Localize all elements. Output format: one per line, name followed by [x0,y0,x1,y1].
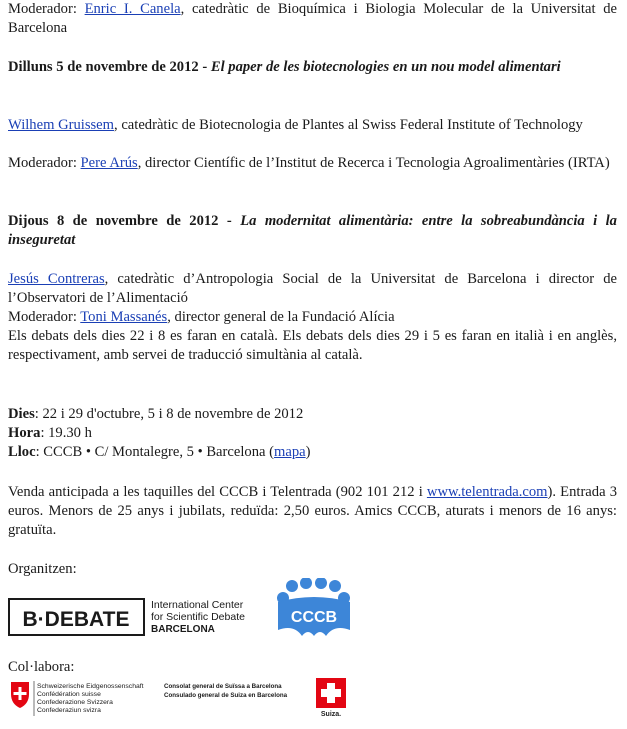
suiza-logo [314,678,348,724]
bdebate-line2: for Scientific Debate [151,611,245,623]
speaker-gruissem: Wilhem Gruissem, catedràtic de Biotecnologia de Plantes al Swiss Federal Institute of Technology [8,117,583,133]
map-link[interactable]: mapa [274,444,306,460]
moderator-canela: Moderador: Enric I. Canela, catedràtic de Bioquímica i Biologia Molecular de la Universitat de Barcelona [8,1,617,36]
cccb-logo [274,578,354,644]
bdebate-line1: International Center [151,599,244,611]
moderator-arus: Moderador: Pere Arús, director Científic de l’Institut de Recerca i Tecnologia Agroalimentàries (IRTA) [8,155,610,171]
ticket-info: Venda anticipada a les taquilles del CCCB i Telentrada (902 101 212 i www.telentrada.com). Entrada 3 euros. Menors de 25 anys i jubilats, reduïda: 2,50 euros. Amics CCCB, aturats i menors de 16 anys: gratuïta. [8,484,617,538]
bdebate-line3: BARCELONA [151,624,215,635]
svg-text:Confédération suisse: Confédération suisse [37,691,101,698]
link-telentrada[interactable]: www.telentrada.com [426,484,548,500]
link-pere-arus[interactable]: Pere Arús [80,155,138,171]
svg-text:Consolat general de Suïssa a B: Consolat general de Suïssa a Barcelona [164,683,282,690]
session-title-nov8: Dijous 8 de novembre de 2012 - La modernitat alimentària: entre la sobreabundància i la inseguretat [8,213,617,248]
speaker-contreras: Jesús Contreras, catedràtic d’Antropologia Social de la Universitat de Barcelona i director de l’Observatori de l’Alimentació [8,271,617,306]
language-note: Els debats dels dies 22 i 8 es faran en català. Els debats dels dies 29 i 5 es faran en italià i en anglès, respectivament, amb servei de traducció simultània al català. [8,328,617,363]
event-info [8,405,617,462]
svg-text:Suiza.: Suiza. [320,711,342,718]
cccb-wordmark: CCCB [290,609,338,626]
moderator-massanes: Moderador: Toni Massanés, director general de la Fundació Alícia [8,309,395,325]
info-place: Lloc: CCCB • C/ Montalegre, 5 • Barcelona (mapa) [8,444,311,460]
info-time: Hora: 19.30 h [8,425,92,441]
link-enric-canela[interactable]: Enric I. Canela [84,1,181,17]
svg-text:Consulado general de Suiza en: Consulado general de Suiza en Barcelona [164,692,288,699]
svg-text:Confederazione Svizzera: Confederazione Svizzera [37,699,113,706]
bdebate-logo [8,596,258,644]
consulate-text [164,680,304,710]
link-toni-massanes[interactable]: Toni Massanés [80,309,168,325]
swiss-confederation-logo [8,680,168,726]
svg-text:Schweizerische Eidgenossenscha: Schweizerische Eidgenossenschaft [37,683,144,690]
link-wilhem-gruissem[interactable]: Wilhem Gruissem [8,117,115,133]
info-dates: Dies: 22 i 29 d'octubre, 5 i 8 de novembre de 2012 [8,406,304,422]
bdebate-wordmark: B·DEBATE [22,608,130,631]
svg-text:Confederaziun svizra: Confederaziun svizra [37,707,101,714]
session-title-nov5: Dilluns 5 de novembre de 2012 - El paper de les biotecnologies en un nou model alimentari [8,59,561,75]
link-jesus-contreras[interactable]: Jesús Contreras [8,271,105,287]
organizers-label: Organitzen: [8,561,77,577]
collaborator-label: Col·labora: [8,659,75,675]
